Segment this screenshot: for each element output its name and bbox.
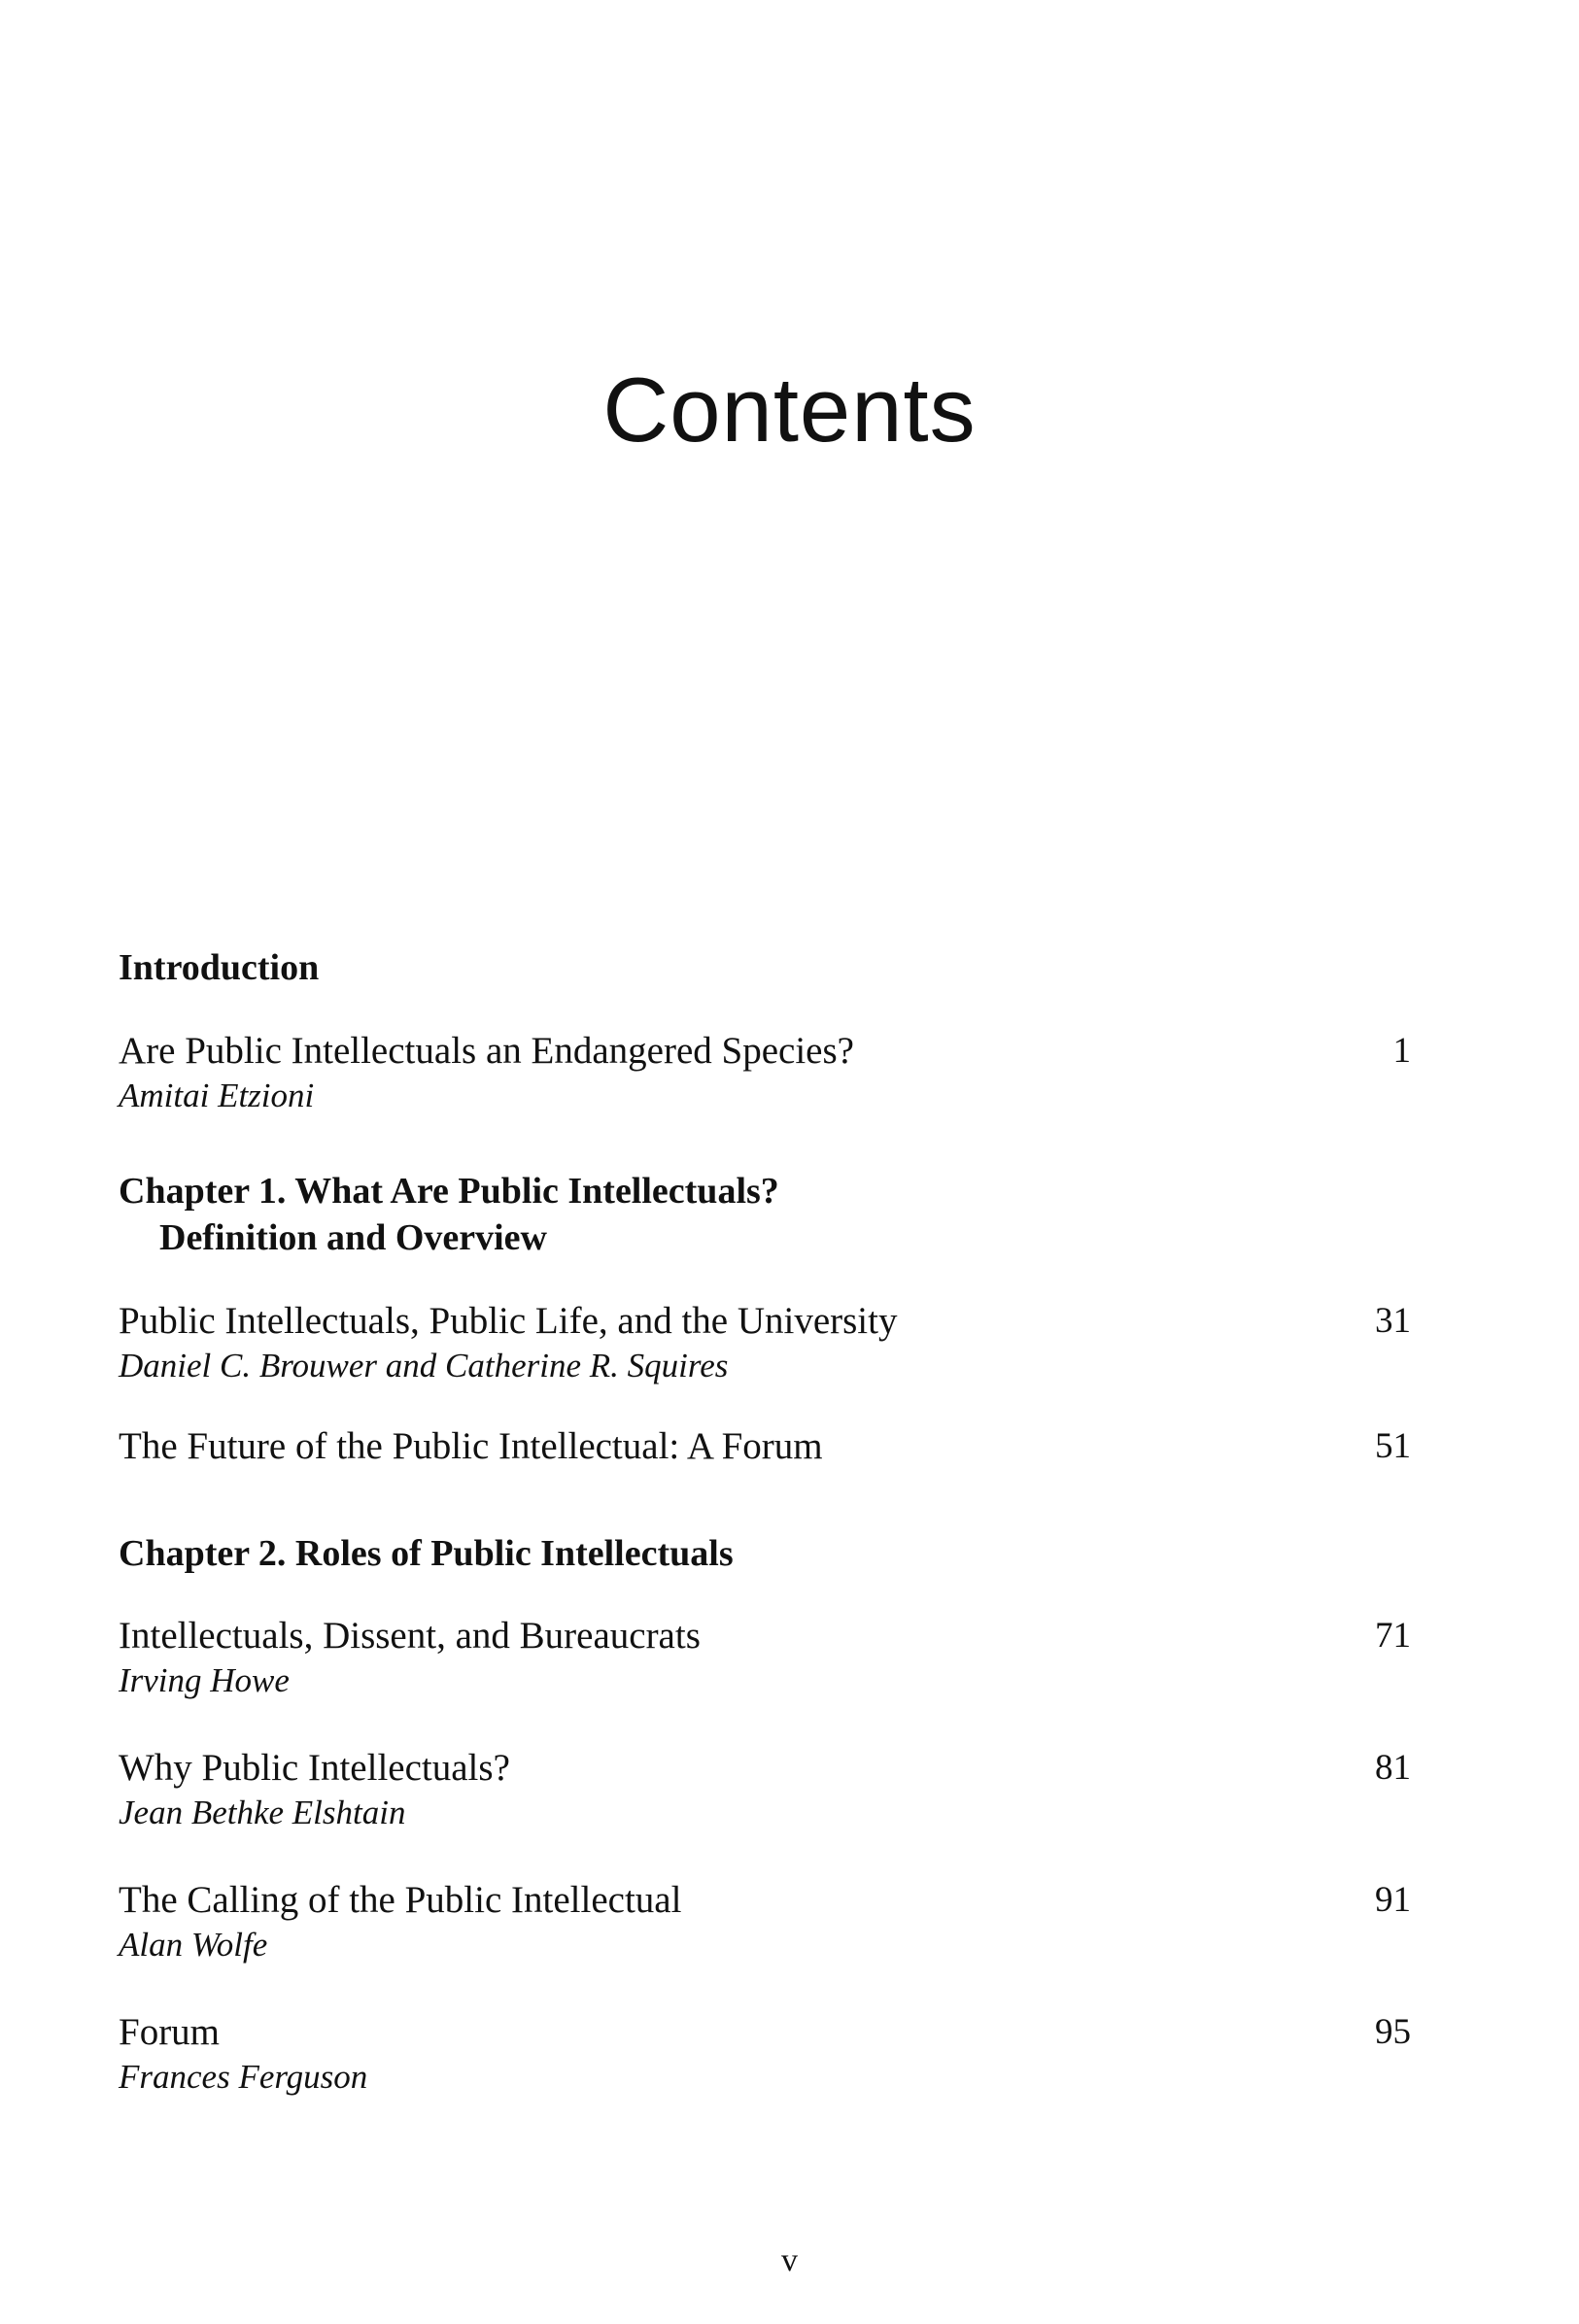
entry-author: Frances Ferguson — [119, 2058, 368, 2096]
entry-author: Amitai Etzioni — [119, 1077, 315, 1114]
entry-title: Forum — [119, 2011, 221, 2053]
entry-title: Why Public Intellectuals? — [119, 1747, 510, 1789]
entry-author: Irving Howe — [119, 1661, 290, 1699]
section-heading-chapter-1 — [119, 1168, 1411, 1261]
toc-entry — [119, 1613, 1411, 1702]
entry-title: Public Intellectuals, Public Life, and the University — [119, 1300, 898, 1342]
entry-title: The Calling of the Public Intellectual — [119, 1879, 682, 1921]
entry-title: Are Public Intellectuals an Endangered Species? — [119, 1030, 854, 1072]
toc-entry — [119, 1028, 1411, 1117]
table-of-contents — [119, 944, 1411, 2099]
entry-author: Daniel C. Brouwer and Catherine R. Squires — [119, 1347, 729, 1384]
entry-page-number: 51 — [1375, 1426, 1411, 1466]
toc-entry — [119, 1877, 1411, 1966]
entry-page-number: 1 — [1392, 1031, 1411, 1071]
section-heading-introduction: Introduction — [119, 947, 320, 988]
entry-title: The Future of the Public Intellectual: A Forum — [119, 1425, 823, 1467]
entry-author: Jean Bethke Elshtain — [119, 1794, 406, 1831]
entry-page-number: 31 — [1375, 1301, 1411, 1341]
chapter-heading-line-2: Definition and Overview — [159, 1217, 547, 1258]
section-heading-chapter-2: Chapter 2. Roles of Public Intellectuals — [119, 1533, 734, 1574]
toc-entry — [119, 1423, 1411, 1470]
chapter-heading-line-1: Chapter 1. What Are Public Intellectuals? — [119, 1171, 779, 1212]
entry-page-number: 81 — [1375, 1748, 1411, 1788]
toc-entry — [119, 1745, 1411, 1834]
page-title: Contents — [602, 359, 977, 461]
page-folio: v — [781, 2242, 798, 2278]
entry-page-number: 71 — [1375, 1616, 1411, 1656]
toc-entry — [119, 2009, 1411, 2099]
entry-page-number: 95 — [1375, 2012, 1411, 2052]
entry-title: Intellectuals, Dissent, and Bureaucrats — [119, 1615, 701, 1657]
entry-author: Alan Wolfe — [119, 1926, 268, 1964]
toc-entry — [119, 1298, 1411, 1387]
entry-page-number: 91 — [1375, 1880, 1411, 1920]
